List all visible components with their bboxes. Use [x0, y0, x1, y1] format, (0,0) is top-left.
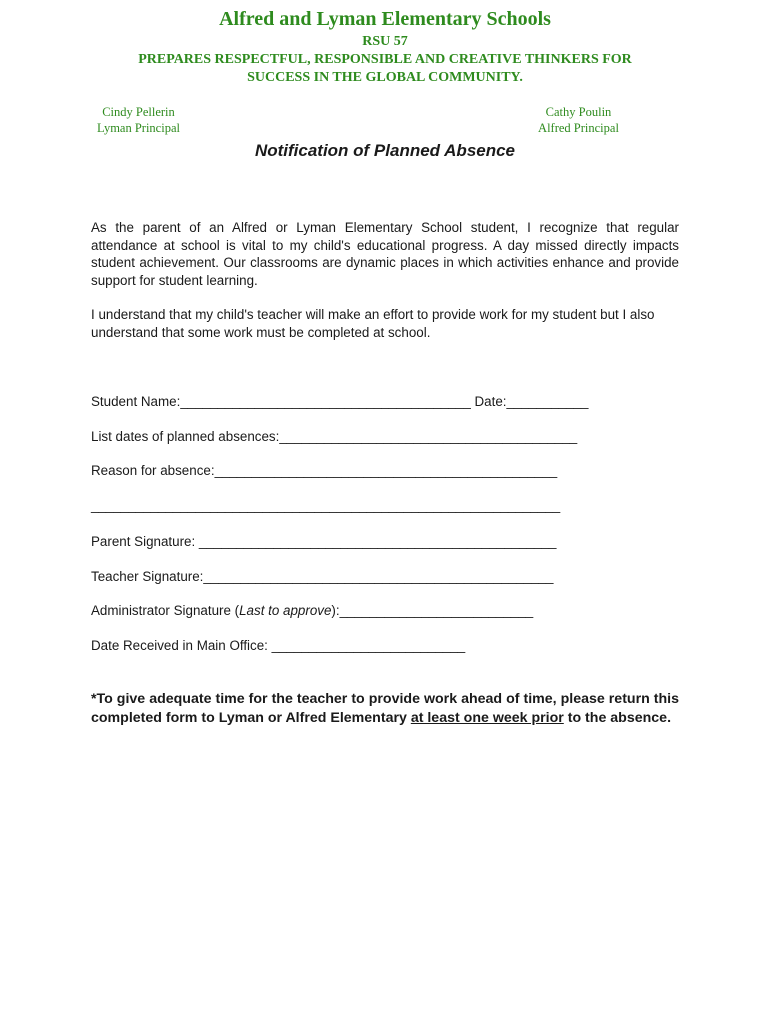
student-name-field[interactable]: Student Name:_______________________________________ Date:___________	[91, 394, 589, 409]
alfred-principal-name: Cathy Poulin	[545, 105, 612, 119]
district-name: RSU 57	[362, 34, 408, 49]
school-motto	[0, 51, 770, 87]
date-received-field[interactable]: Date Received in Main Office: __________________________	[91, 638, 466, 653]
admin-signature-field[interactable]	[91, 603, 533, 618]
admin-signature-suffix: ):__________________________	[331, 603, 534, 618]
lyman-principal	[86, 104, 191, 136]
note-text: *To give adequate time for the teacher to provide work ahead of time, please return this completed form to Lyman or Alfred Elementary	[91, 691, 679, 726]
reason-field[interactable]: Reason for absence:______________________________________________	[91, 463, 558, 478]
parent-signature-field[interactable]: Parent Signature: ________________________________________________	[91, 534, 557, 549]
planned-dates-field[interactable]: List dates of planned absences:________________________________________	[91, 429, 578, 444]
school-name: Alfred and Lyman Elementary Schools	[219, 8, 551, 30]
admin-signature-prefix: Administrator Signature (	[91, 603, 240, 618]
return-note	[91, 690, 679, 727]
note-end: to the absence.	[563, 709, 672, 726]
work-paragraph: I understand that my child's teacher will make an effort to provide work for my student but I also understand that some work must be completed at school.	[91, 307, 655, 340]
reason-continued-field[interactable]: _______________________________________________________________	[91, 498, 561, 513]
form-title: Notification of Planned Absence	[254, 141, 516, 160]
note-underlined: at least one week prior	[410, 709, 564, 726]
admin-signature-italic: Last to approve	[239, 603, 332, 618]
teacher-signature-field[interactable]: Teacher Signature:_______________________________________________	[91, 569, 554, 584]
motto-line-2: SUCCESS IN THE GLOBAL COMMUNITY.	[247, 70, 523, 85]
lyman-principal-title: Lyman Principal	[97, 121, 180, 135]
intro-paragraph: As the parent of an Alfred or Lyman Elementary School student, I recognize that regular attendance at school is vital to my child's educational progress. A day missed directly impacts student achievement. Our classrooms are dynamic places in which activities enhance and provide support for student learning.	[91, 220, 679, 288]
alfred-principal	[526, 104, 631, 136]
alfred-principal-title: Alfred Principal	[538, 121, 619, 135]
lyman-principal-name: Cindy Pellerin	[102, 105, 175, 119]
motto-line-1: PREPARES RESPECTFUL, RESPONSIBLE AND CREATIVE THINKERS FOR	[138, 52, 632, 67]
